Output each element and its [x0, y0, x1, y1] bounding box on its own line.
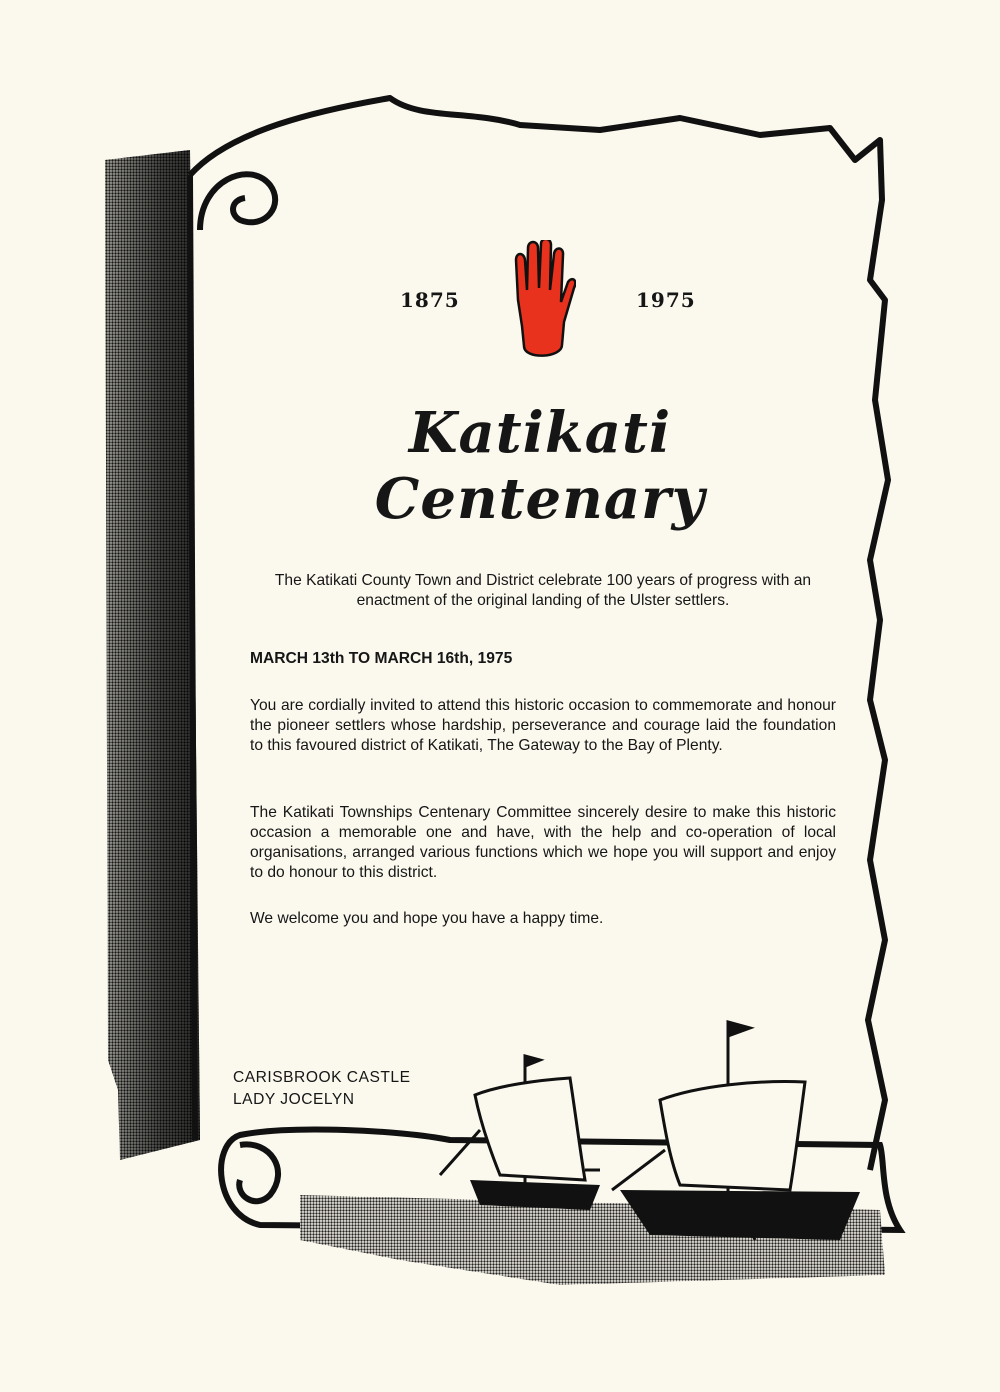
ship-name: LADY JOCELYN: [233, 1091, 355, 1108]
scroll-shadow-band: [105, 150, 200, 1160]
intro-text: The Katikati County Town and District celebrate 100 years of progress with an enactment of the original landing of the Ulster settlers.: [274, 572, 812, 609]
invitation-paragraph: You are cordially invited to attend this historic occasion to commemorate and honour the pioneer settlers whose hardship, perseverance and courage laid the foundation to this favoured district of Katikati, The Gateway to the Bay of Plenty.: [250, 697, 836, 754]
event-dates: MARCH 13th TO MARCH 16th, 1975: [250, 650, 513, 667]
ship-illustration: [440, 1056, 600, 1185]
top-curl: [200, 174, 275, 230]
ship-name: CARISBROOK CASTLE: [233, 1069, 411, 1086]
red-hand-emblem-icon: [510, 240, 576, 366]
committee-paragraph: The Katikati Townships Centenary Committee sincerely desire to make this historic occasion a memorable one and have, with the help and co-operation of local organisations, arranged various functions which we hope you will support and enjoy to do honour to this district.: [250, 804, 836, 881]
sea-illustration: [300, 1180, 885, 1285]
year-end: 1975: [636, 288, 696, 312]
welcome-text: We welcome you and hope you have a happy time.: [250, 910, 604, 927]
page-title: Katikati Centenary: [374, 400, 706, 532]
year-start: 1875: [400, 288, 460, 312]
